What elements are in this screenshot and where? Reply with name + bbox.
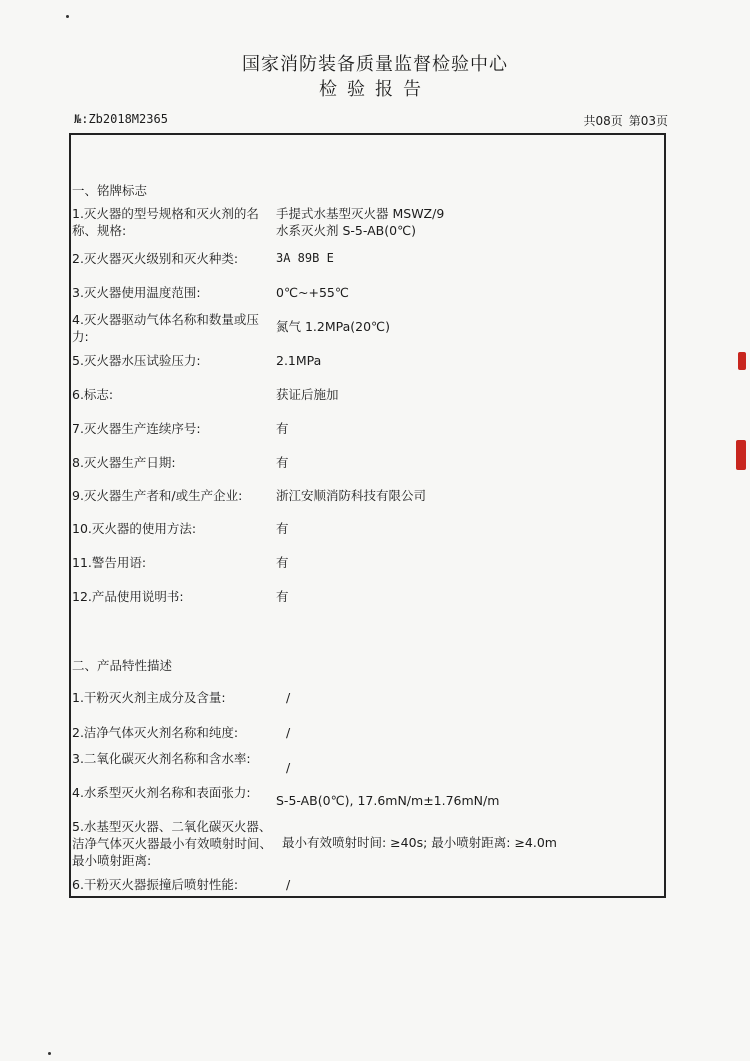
- s1-row7-label: 7.灭火器生产连续序号:: [72, 421, 201, 436]
- s2-row4-label: 4.水系型灭火剂名称和表面张力:: [72, 785, 251, 800]
- current-page: 第03页: [628, 114, 668, 128]
- s2-row5-label: 5.水基型灭火器、二氧化碳灭火器、洁净气体灭火器最小有效喷射时间、最小喷射距离:: [72, 819, 273, 868]
- s2-row6-value: /: [286, 877, 291, 892]
- s1-row3-value: 0℃~+55℃: [276, 285, 349, 300]
- s2-row2-label: 2.洁净气体灭火剂名称和纯度:: [72, 725, 239, 740]
- s1-row1-label: 1.灭火器的型号规格和灭火剂的名称、规格:: [72, 206, 259, 238]
- s2-row5-value: 最小有效喷射时间: ≥40s; 最小喷射距离: ≥4.0m: [282, 835, 557, 850]
- s1-row2-label: 2.灭火器灭火级别和灭火种类:: [72, 251, 239, 266]
- scan-speck: [48, 1052, 51, 1055]
- s1-row9-value: 浙江安顺消防科技有限公司: [276, 488, 427, 503]
- scan-speck: [66, 15, 69, 18]
- s1-row8-value: 有: [276, 455, 289, 470]
- s2-row1-label: 1.干粉灭火剂主成分及含量:: [72, 690, 226, 705]
- s1-row1-value2: 水系灭火剂 S-5-AB(0℃): [276, 223, 416, 238]
- section2-title: 二、产品特性描述: [72, 658, 173, 673]
- s1-row5-value: 2.1MPa: [276, 353, 322, 368]
- s1-row1-value: 手提式水基型灭火器 MSWZ/9: [276, 206, 445, 221]
- s1-row6-value: 获证后施加: [276, 387, 339, 402]
- page-indicator: [577, 112, 668, 129]
- org-title: 国家消防装备质量监督检验中心: [242, 54, 508, 75]
- doc-type-title: 检验报告: [319, 79, 431, 100]
- s1-row11-label: 11.警告用语:: [72, 555, 147, 570]
- s1-row8-label: 8.灭火器生产日期:: [72, 455, 176, 470]
- s1-row7-value: 有: [276, 421, 289, 436]
- stamp-fragment-top: [738, 352, 746, 370]
- s2-row2-value: /: [286, 725, 291, 740]
- s2-row1-value: /: [286, 690, 291, 705]
- s1-row12-value: 有: [276, 589, 289, 604]
- s2-row3-value: /: [286, 760, 291, 775]
- s1-row6-label: 6.标志:: [72, 387, 114, 402]
- s1-row12-label: 12.产品使用说明书:: [72, 589, 184, 604]
- total-pages: 共08页: [583, 114, 623, 128]
- s1-row4-value: 氮气 1.2MPa(20℃): [276, 319, 390, 334]
- s1-row10-value: 有: [276, 521, 289, 536]
- stamp-fragment-bottom: [736, 440, 746, 470]
- s1-row10-label: 10.灭火器的使用方法:: [72, 521, 197, 536]
- s2-row3-label: 3.二氧化碳灭火剂名称和含水率:: [72, 751, 251, 766]
- s1-row4-label: 4.灭火器驱动气体名称和数量或压力:: [72, 312, 259, 344]
- report-number: №:Zb2018M2365: [74, 112, 168, 126]
- s1-row2-value: 3A 89B E: [276, 251, 334, 265]
- s1-row3-label: 3.灭火器使用温度范围:: [72, 285, 201, 300]
- section1-title: 一、铭牌标志: [72, 183, 148, 198]
- s1-row5-label: 5.灭火器水压试验压力:: [72, 353, 201, 368]
- s1-row11-value: 有: [276, 555, 289, 570]
- s1-row9-label: 9.灭火器生产者和/或生产企业:: [72, 488, 243, 503]
- s2-row4-value: S-5-AB(0℃), 17.6mN/m±1.76mN/m: [276, 793, 500, 808]
- s2-row6-label: 6.干粉灭火器振撞后喷射性能:: [72, 877, 239, 892]
